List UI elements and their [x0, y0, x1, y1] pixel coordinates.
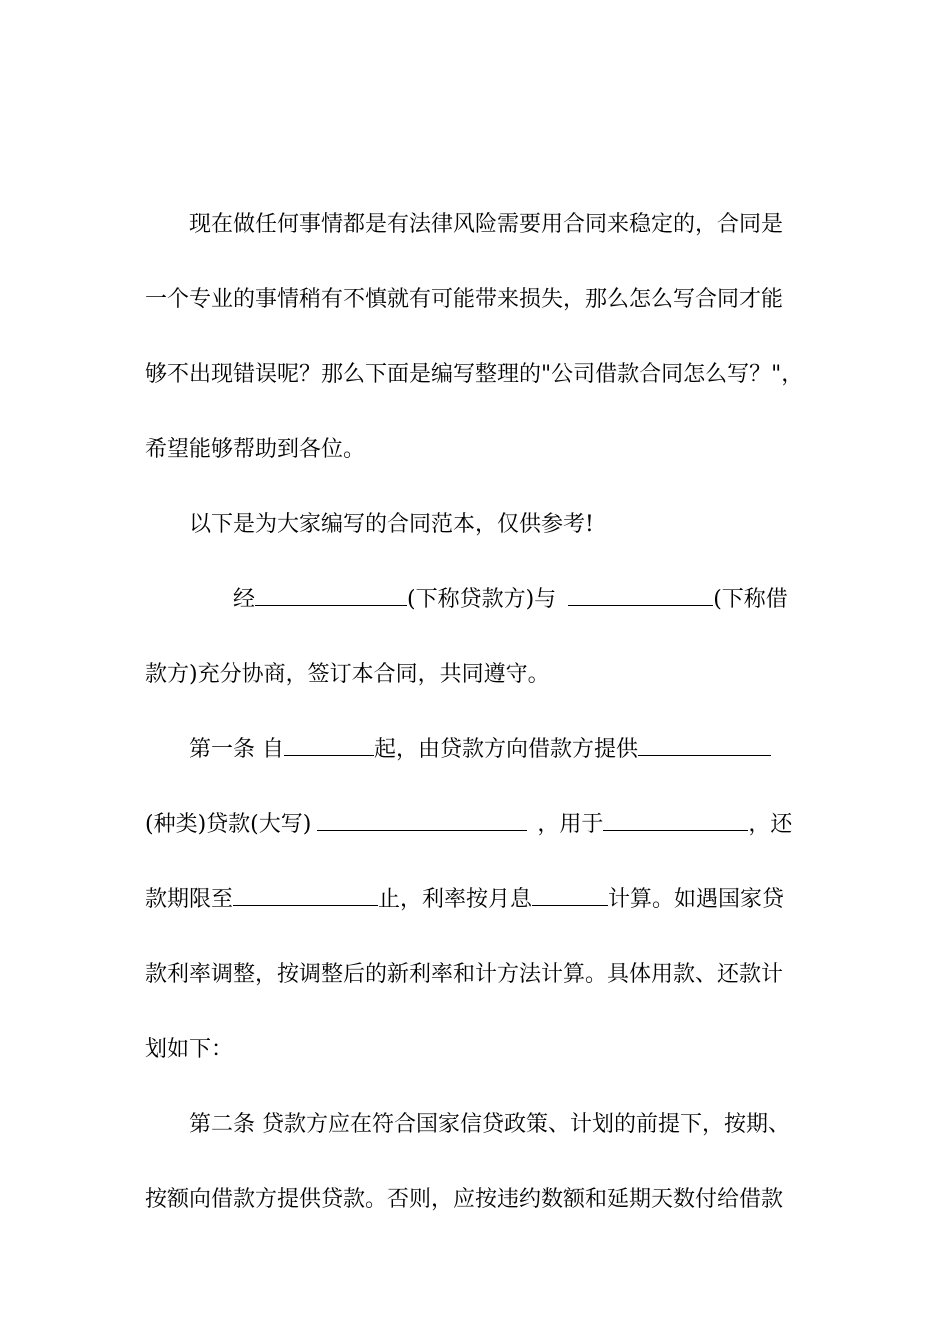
article1-text-a: 第一条 自 — [189, 737, 284, 762]
loan-type-blank[interactable] — [638, 735, 771, 756]
article1-line-4: 款利率调整，按调整后的新利率和计方法计算。具体用款、还款计 — [145, 962, 784, 987]
note-line: 以下是为大家编写的合同范本，仅供参考! — [189, 512, 594, 537]
article1-line-1 — [189, 735, 950, 765]
parties-text-c: (下称借 — [713, 587, 788, 612]
repayment-deadline-blank[interactable] — [233, 885, 378, 906]
article1-text-c: (种类)贷款(大写) — [145, 812, 312, 837]
article1-text-b: 起，由贷款方向借款方提供 — [374, 737, 639, 762]
start-date-blank[interactable] — [284, 735, 374, 756]
loan-purpose-blank[interactable] — [603, 810, 748, 831]
article1-line-2 — [145, 810, 950, 840]
article1-text-g: 止，利率按月息 — [378, 887, 533, 912]
loan-amount-blank[interactable] — [317, 810, 527, 831]
article1-text-f: 款期限至 — [145, 887, 234, 912]
article1-line-5: 划如下： — [145, 1037, 234, 1062]
intro-line-2: 一个专业的事情稍有不慎就有可能带来损失，那么怎么写合同才能 — [145, 287, 784, 312]
intro-line-1: 现在做任何事情都是有法律风险需要用合同来稳定的，合同是 — [189, 212, 784, 237]
monthly-interest-blank[interactable] — [532, 885, 608, 906]
intro-line-3: 够不出现错误呢？那么下面是编写整理的"公司借款合同怎么写？"， — [145, 362, 804, 387]
article2-line-2: 按额向借款方提供贷款。否则，应按违约数额和延期天数付给借款 — [145, 1187, 784, 1212]
lender-name-blank[interactable] — [255, 585, 407, 606]
article2-line-1: 第二条 贷款方应在符合国家信贷政策、计划的前提下，按期、 — [189, 1112, 790, 1137]
article1-text-e: ，还 — [748, 812, 793, 837]
parties-text-b: (下称贷款方)与 — [407, 587, 557, 612]
parties-text-a: 经 — [233, 587, 256, 612]
parties-line-2: 款方)充分协商，签订本合同，共同遵守。 — [145, 662, 550, 687]
intro-line-4: 希望能够帮助到各位。 — [145, 437, 366, 462]
article1-text-d: ，用于 — [537, 812, 604, 837]
article1-text-h: 计算。如遇国家贷 — [608, 887, 785, 912]
parties-line-1 — [233, 585, 950, 615]
borrower-name-blank[interactable] — [568, 585, 713, 606]
article1-line-3 — [145, 885, 950, 915]
